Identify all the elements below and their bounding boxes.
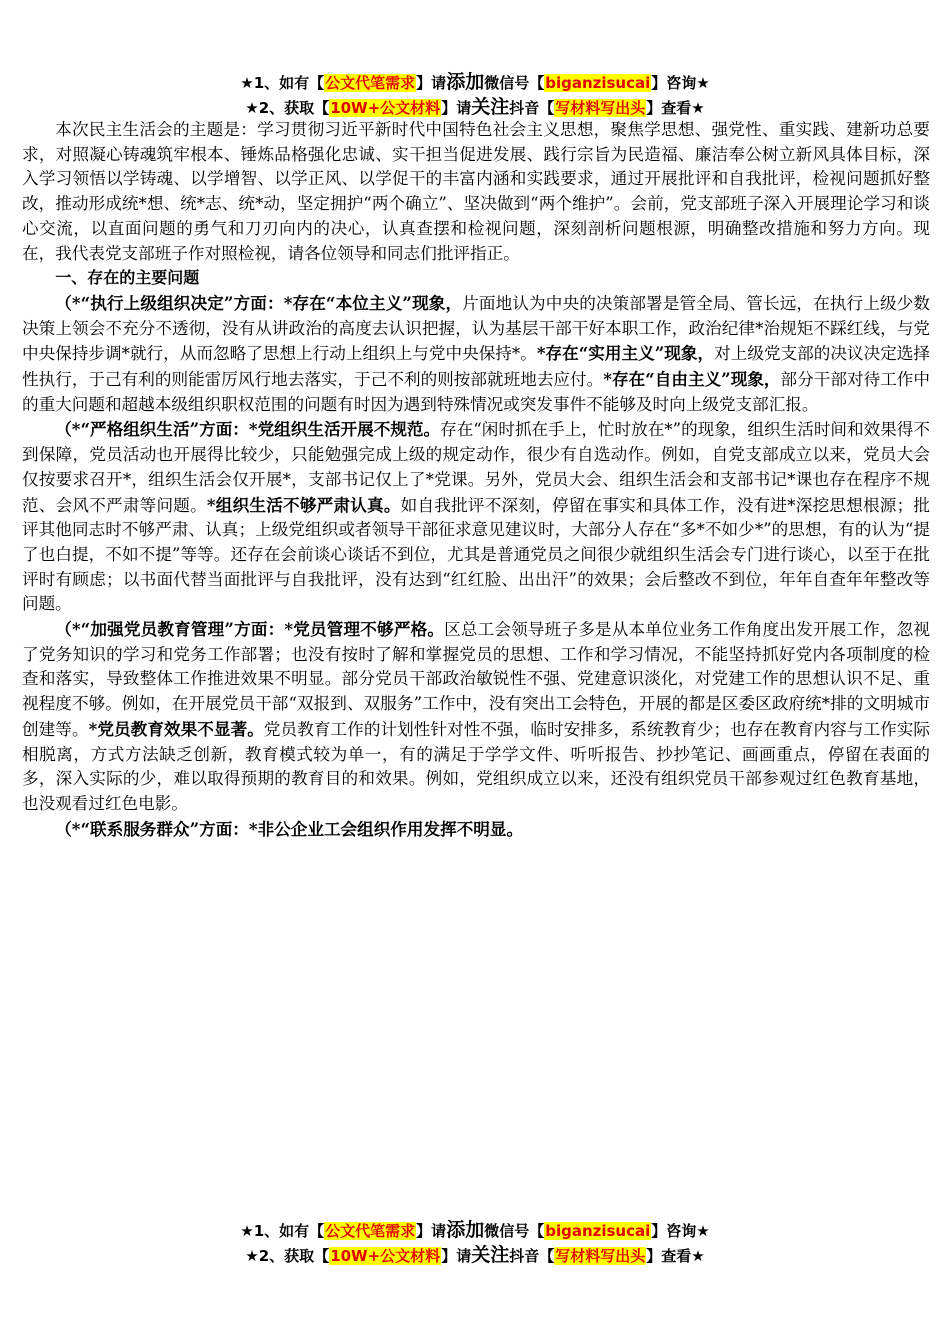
highlight-materials: 10W+公文材料: [330, 1247, 441, 1265]
highlight-service: 公文代笔需求: [325, 1222, 416, 1240]
intro-paragraph: 本次民主生活会的主题是：学习贯彻习近平新时代中国特色社会主义思想，聚焦学思想、强党性、重实践、建新功总要求，对照凝心铸魂筑牢根本、锤炼品格强化忠诚、实干担当促进发展、践行宗旨为民造福、廉洁奉公树立新风具体目标，深入学习领悟以学铸魂、以学增智、以学正风、以学促干的丰富内涵和实践要求，通过开展批评和自我批评，检视问题抓好整改，推动形成统*想、统*志、统*动，坚定拥护“两个确立”、坚决做到“两个维护”。会前，党支部班子深入开展理论学习和谈心交流，以直面问题的勇气和刀刃向内的决心，认真查摆和检视问题，深刻剖析问题根源，明确整改措施和努力方向。现在，我代表党支部班子作对照检视，请各位领导和同志们批评指正。: [22, 120, 930, 263]
header-banner: [0, 70, 950, 120]
highlight-wechat-id: biganzisucai: [545, 74, 651, 92]
section-3-paragraph: （*“加强党员教育管理”方面：*党员管理不够严格。区总工会领导班子多是从本单位业务工作角度出发开展工作，忽视了党务知识的学习和党务工作部署；也没有按时了解和掌握党员的思想、工作和学习情况，不能坚持抓好党内各项制度的检查和落实，导致整体工作推进效果不明显。部分党员干部政治敏锐性不强、党建意识淡化，对党建工作的思想认识不足、重视程度不够。例如，在开展党员干部“双报到、双服务”工作中，没有突出工会特色，开展的都是区委区政府统*排的文明城市创建等。*党员教育效果不显著。党员教育工作的计划性针对性不强，临时安排多，系统教育少；也存在教育内容与工作实际相脱离，方式方法缺乏创新，教育模式较为单一，有的满足于学学文件、听听报告、抄抄笔记、画画重点，停留在表面的多，深入实际的少，难以取得预期的教育目的和效果。例如，党组织成立以来，还没有组织党员干部参观过红色教育基地，也没观看过红色电影。: [22, 619, 931, 813]
footer-banner: [0, 1218, 950, 1268]
highlight-douyin-account: 写材料写出头: [555, 1247, 646, 1265]
section-heading: 一、存在的主要问题: [55, 268, 200, 288]
section-2-paragraph: （*“严格组织生活”方面：*党组织生活开展不规范。存在“闲时抓在手上，忙时放在*”的现象，组织生活时间和效果得不到保障，党员活动也开展得比较少，只能勉强完成上级的规定动作，很少有自选动作。例如，自党支部成立以来，党员大会仅按要求召开*，组织生活会仅开展*，支部书记仅上了*党课。另外，党员大会、组织生活会和支部书记*课也存在程序不规范、会风不严肃等问题。*组织生活不够严肃认真。如自我批评不深刻，停留在事实和具体工作，没有进*深挖思想根源；批评其他同志时不够严肃、认真；上级党组织或者领导干部征求意见建议时，大部分人存在“多*不如少*”的思想，有的认为“提了也白提，不如不提”等等。还存在会前谈心谈话不到位，尤其是普通党员之间很少就组织生活会专门进行谈心，以至于在批评时有顾虑；以书面代替当面批评与自我批评，没有达到“红红脸、出出汗”的效果；会后整改不到位，年年自查年年整改等问题。: [22, 419, 931, 614]
banner-line-1: ★1、如有【公文代笔需求】请添加微信号【biganzisucai】咨询★: [240, 1219, 710, 1241]
banner-line-2: ★2、获取【10W+公文材料】请关注抖音【写材料写出头】查看★: [245, 1244, 705, 1266]
document-body: [22, 118, 930, 842]
section-4-paragraph: （*“联系服务群众”方面：*非公企业工会组织作用发挥不明显。: [55, 818, 524, 839]
highlight-douyin-account: 写材料写出头: [555, 99, 646, 117]
banner-line-1: ★1、如有【公文代笔需求】请添加微信号【biganzisucai】咨询★: [240, 71, 710, 93]
highlight-service: 公文代笔需求: [325, 74, 416, 92]
section-1-paragraph: （*“执行上级组织决定”方面：*存在“本位主义”现象，片面地认为中央的决策部署是管全局、管长远，在执行上级少数决策上领会不充分不透彻，没有从讲政治的高度去认识把握，认为基层干部干好本职工作，政治纪律*治规矩不踩红线，与党中央保持步调*就行，从而忽略了思想上行动上组织上与党中央保持*。*存在“实用主义”现象，对上级党支部的决议决定选择性执行，于己有利的则能雷厉风行地去落实，于己不利的则按部就班地去应付。*存在“自由主义”现象，部分干部对待工作中的重大问题和超越本级组织职权范围的问题有时因为遇到特殊情况或突发事件不能够及时向上级党支部汇报。: [22, 292, 931, 414]
highlight-wechat-id: biganzisucai: [545, 1222, 651, 1240]
highlight-materials: 10W+公文材料: [330, 99, 441, 117]
banner-line-2: ★2、获取【10W+公文材料】请关注抖音【写材料写出头】查看★: [245, 96, 705, 118]
